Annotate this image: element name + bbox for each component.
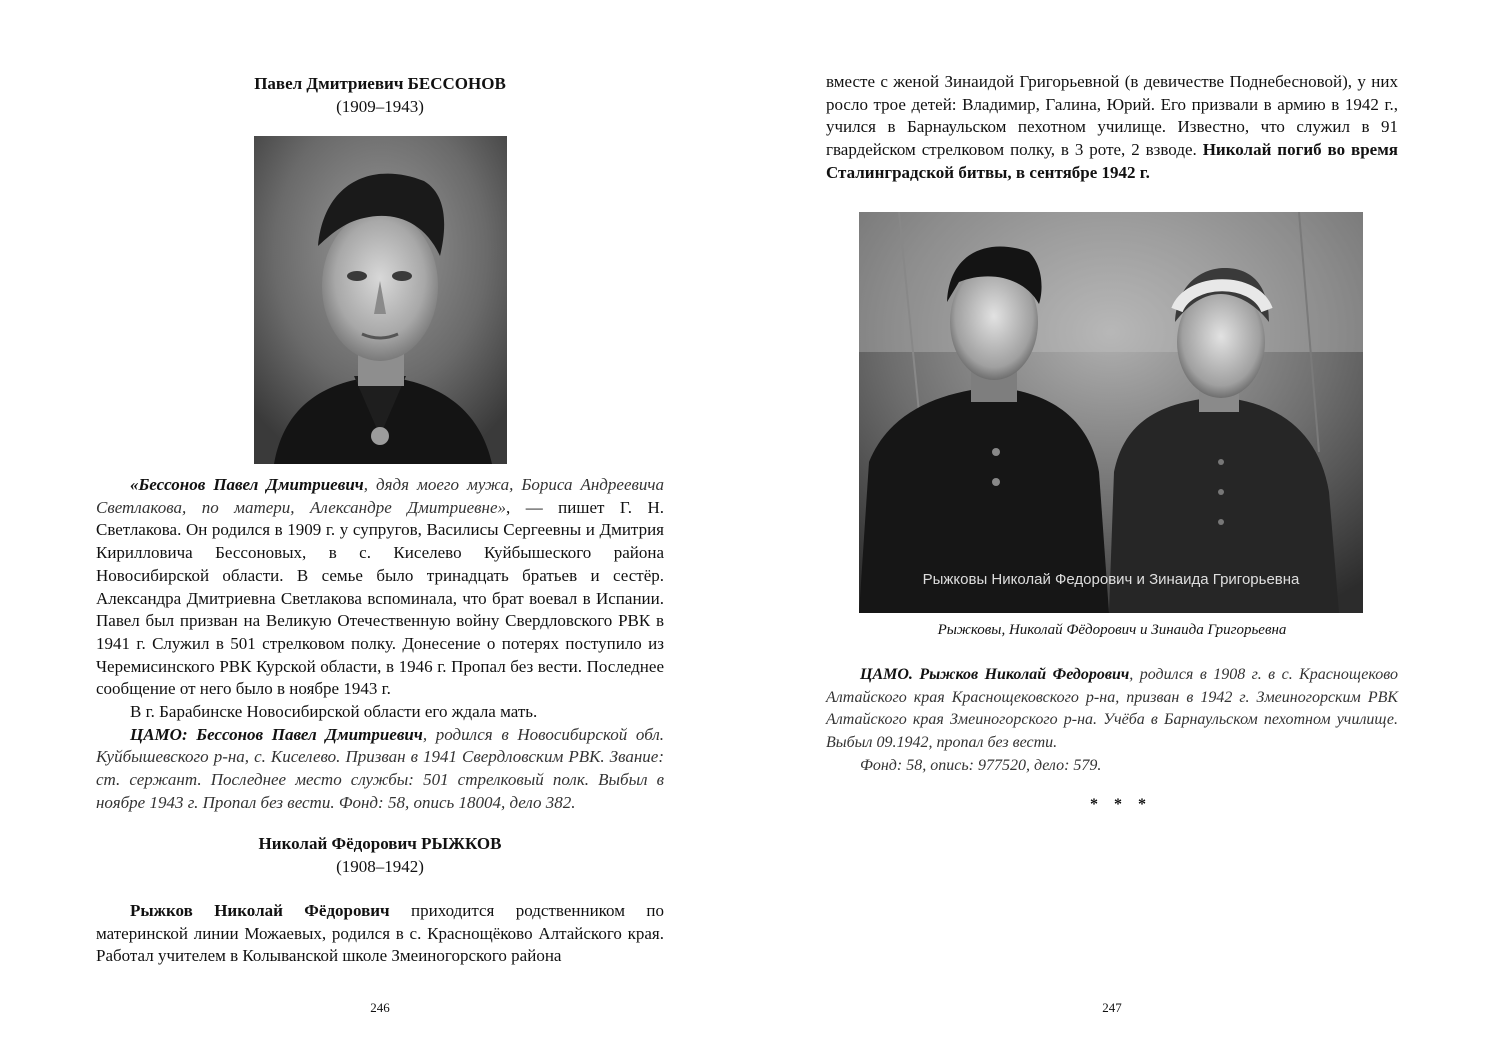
bio-text: приходится родственником по материнской линии Можаевых, родился в с. Краснощёково Алтайского края. Работал учителем в Колыванской школе Змеиногорского района: [96, 901, 664, 966]
continuation-bold: Николай погиб во время Сталинградской битвы, в сентябре 1942 г.: [826, 140, 1398, 182]
right-page: [746, 0, 1492, 1058]
bio-para2: В г. Барабинске Новосибирской области его ждала мать.: [130, 702, 538, 722]
bio-quote-name: «Бессонов Павел Дмитриевич: [130, 475, 364, 494]
bio-continuation: [826, 71, 1398, 185]
archive-label: ЦАМО. Рыжков Николай Федорович: [860, 666, 1130, 683]
archive-text: , родился в 1908 г. в с. Краснощеково Алтайского края Краснощековского р-на, призван в 1942 г. Змеиногорским РВК Алтайского края Змеиногорского р-на. Учёба в Барнаульском пехотном училище. Выбыл 09.1942, пропал без вести.: [826, 666, 1399, 752]
section-separator: * * *: [1090, 796, 1152, 813]
person-years: (1908–1942): [336, 857, 424, 876]
person-name: Николай Фёдорович РЫЖКОВ: [258, 834, 502, 853]
archive-label: ЦАМО: Бессонов Павел Дмитриевич: [130, 724, 423, 744]
person-name: Павел Дмитриевич БЕССОНОВ: [254, 74, 506, 93]
couple-illustration: [859, 212, 1363, 613]
archive-text: , родился в Новосибирской обл. Куйбышевского р-на, с. Киселево. Призван в 1941 Свердловским РВК. Звание: ст. сержант. Последнее место службы: 501 стрелковый полк. Выбыл в ноябре 1943 г. Пропал без вести. Фонд: 58, опись 18004, дело 382.: [96, 724, 664, 812]
portrait-illustration: [254, 136, 507, 464]
bio-quote-rest: , дядя моего мужа, Бориса Андреевича Светлакова, по матери, Александре Дмитриевне»: [96, 475, 664, 517]
photo-inscription: Рыжковы Николай Федорович и Зинаида Григорьевна: [922, 571, 1300, 588]
archive-ryzhkov: [826, 664, 1398, 778]
couple-photo-ryzhkov: [859, 212, 1363, 613]
bio-ryzhkov: [96, 900, 664, 968]
page-number: 246: [370, 1000, 390, 1015]
bio-text: , — пишет Г. Н. Светлакова. Он родился в 1909 г. у супругов, Василисы Сергеевны и Дмитрия Кирилловича Бессоновых, в с. Киселево Куйбышеского района Новосибирской области. В семье было тринадцать братьев и сестёр. Александра Дмитриевна Светлакова вспоминала, что брат воевал в Испании. Павел был призван на Великую Отечественную войну Свердловского РВК в 1941 г. Служил в 501 стрелковом полку. Донесение о потерях поступило из Черемисинского РВК Курской области, в 1946 г. Пропал без вести. Последнее сообщение от него было в ноябре 1943 г.: [96, 497, 665, 699]
photo-caption: Рыжковы, Николай Фёдорович и Зинаида Григорьевна: [937, 622, 1287, 638]
archive-fond: Фонд: 58, опись: 977520, дело: 579.: [860, 756, 1102, 774]
person-heading-bessonov: [96, 72, 664, 118]
bio-bessonov: [96, 474, 664, 815]
portrait-photo-bessonov: [254, 136, 507, 464]
page-number: 247: [1102, 1000, 1122, 1015]
bio-lead: Рыжков Николай Фёдорович: [130, 901, 390, 920]
person-heading-ryzhkov: [96, 832, 664, 878]
continuation-text: вместе с женой Зинаидой Григорьевной (в девичестве Поднебесновой), у них росло трое детей: Владимир, Галина, Юрий. Его призвали в армию в 1942 г., учился в Барнаульском пехотном училище. Известно, что служил в 91 гвардейском стрелковом полку, в 3 роте, 2 взводе.: [826, 72, 1398, 160]
person-years: (1909–1943): [336, 97, 424, 116]
